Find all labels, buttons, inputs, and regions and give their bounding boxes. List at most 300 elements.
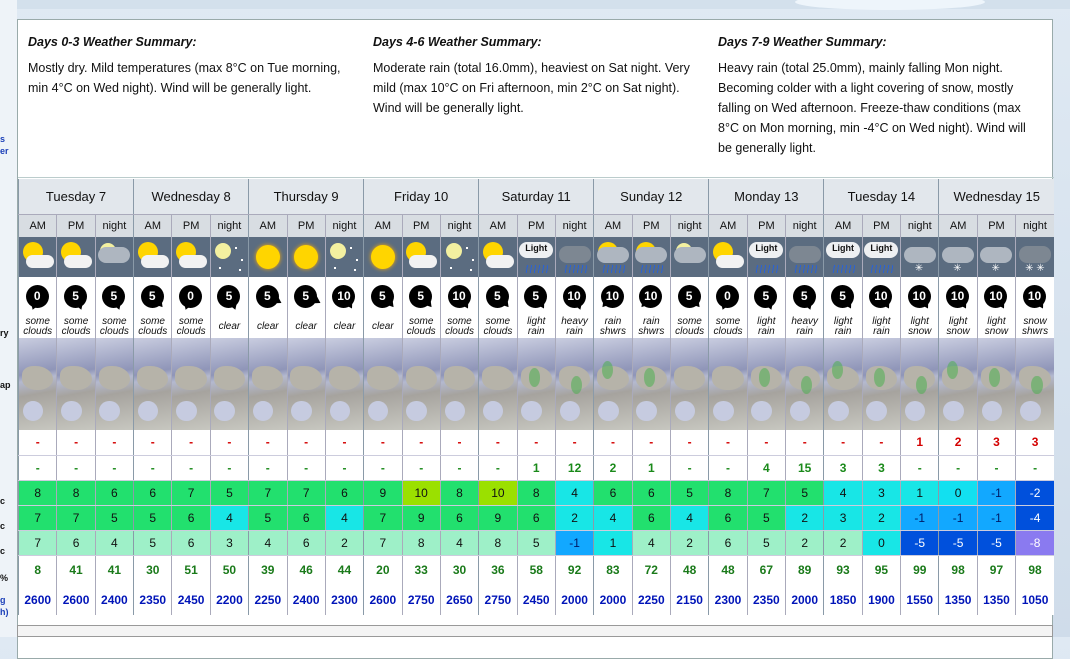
snow-value: -	[594, 430, 632, 455]
period-pm: PM	[517, 214, 555, 237]
snow-value: -	[287, 430, 325, 455]
wind-direction-icon	[981, 281, 1011, 311]
chill-temp-value: 6	[287, 530, 325, 555]
wind-speed-value: 5	[294, 285, 317, 308]
weather-icon-cell	[824, 237, 862, 277]
weather-map-thumbnail[interactable]	[786, 338, 824, 430]
star-dot	[334, 267, 336, 269]
weather-map-thumbnail[interactable]	[709, 338, 747, 430]
wind-direction-icon	[253, 281, 283, 311]
map-land-shape	[99, 366, 130, 390]
map-sea-shape	[253, 401, 274, 421]
humidity-value: 20	[364, 555, 402, 585]
freezing-level-value: 2250	[632, 585, 670, 615]
day-header: Tuesday 14	[824, 179, 939, 214]
min-temp-value: 6	[440, 505, 478, 530]
freezing-level-value: 1550	[901, 585, 939, 615]
weather-icon-cell	[210, 237, 248, 277]
map-precip-area	[916, 376, 927, 394]
weather-icon-cell	[517, 237, 555, 277]
summary-title: Days 0-3 Weather Summary:	[28, 35, 197, 49]
chill-temp-value: 6	[172, 530, 210, 555]
wind-direction-icon	[483, 281, 513, 311]
chill-temp-value: 2	[325, 530, 363, 555]
weather-summary: some clouds	[172, 315, 210, 338]
weather-icon-cell	[402, 237, 440, 277]
max-temp-value: 6	[325, 480, 363, 505]
weather-map-image	[748, 338, 785, 430]
wind-direction-icon	[713, 281, 743, 311]
map-precip-area	[1031, 376, 1042, 394]
snow-shwrs-icon	[1017, 239, 1053, 275]
weather-icon-cell	[901, 237, 939, 277]
snow-value: 2	[939, 430, 977, 455]
map-land-shape	[60, 366, 91, 390]
period-am: AM	[824, 214, 862, 237]
min-temp-value: -1	[939, 505, 977, 530]
wind-row	[19, 277, 1055, 315]
weather-map-thumbnail[interactable]	[402, 338, 440, 430]
rain-value: -	[479, 455, 517, 480]
min-temp-value: 2	[862, 505, 900, 530]
freezing-level-value: 2000	[555, 585, 593, 615]
weather-summary: clear	[249, 315, 287, 338]
weather-map-thumbnail[interactable]	[555, 338, 593, 430]
wind-speed-value: 0	[716, 285, 739, 308]
weather-map-thumbnail[interactable]	[670, 338, 708, 430]
weather-map-thumbnail[interactable]	[172, 338, 210, 430]
sun-rain-icon	[595, 239, 631, 275]
wind-cell	[670, 277, 708, 315]
weather-summary: light rain	[517, 315, 555, 338]
max-temp-value: 3	[862, 480, 900, 505]
weather-map-image	[594, 338, 631, 430]
period-pm: PM	[57, 214, 95, 237]
min-temp-row	[19, 505, 1055, 530]
humidity-value: 48	[670, 555, 708, 585]
wind-speed-value: 10	[601, 285, 624, 308]
period-am: AM	[939, 214, 977, 237]
wind-speed-value: 10	[908, 285, 931, 308]
min-temp-value: 6	[517, 505, 555, 530]
sun-cloud-icon	[403, 239, 439, 275]
map-land-shape	[367, 366, 398, 390]
chill-temp-value: 4	[632, 530, 670, 555]
freezing-level-value: 2400	[287, 585, 325, 615]
summary-row	[19, 315, 1055, 338]
max-temp-value: 10	[402, 480, 440, 505]
chill-temp-value: 2	[670, 530, 708, 555]
wind-cell	[172, 277, 210, 315]
weather-map-thumbnail[interactable]	[939, 338, 977, 430]
moon-icon	[326, 239, 362, 275]
wind-direction-icon	[866, 281, 896, 311]
map-land-shape	[674, 366, 705, 390]
rain-lines	[869, 265, 893, 273]
max-temp-value: 1	[901, 480, 939, 505]
snow-value: -	[172, 430, 210, 455]
weather-map-image	[479, 338, 516, 430]
header-cloud-graphic	[795, 0, 985, 10]
weather-map-thumbnail[interactable]	[325, 338, 363, 430]
weather-summary: clear	[325, 315, 363, 338]
weather-summary: some clouds	[57, 315, 95, 338]
min-temp-value: 9	[479, 505, 517, 530]
max-temp-value: 8	[440, 480, 478, 505]
humidity-row	[19, 555, 1055, 585]
min-temp-value: 9	[402, 505, 440, 530]
rain-value: -	[670, 455, 708, 480]
humidity-value: 48	[709, 555, 747, 585]
weather-map-thumbnail[interactable]	[364, 338, 402, 430]
weather-icons-row	[19, 237, 1055, 277]
snow-value: -	[440, 430, 478, 455]
max-temp-row	[19, 480, 1055, 505]
max-temp-value: 7	[249, 480, 287, 505]
map-land-shape	[482, 366, 513, 390]
min-temp-value: 7	[19, 505, 57, 530]
chill-temp-value: 5	[517, 530, 555, 555]
humidity-value: 95	[862, 555, 900, 585]
snow-value: -	[747, 430, 785, 455]
cloud-shape	[409, 255, 437, 268]
min-temp-value: 5	[95, 505, 133, 530]
weather-icon-cell	[709, 237, 747, 277]
wind-cell	[862, 277, 900, 315]
map-sea-shape	[445, 401, 466, 421]
max-temp-value: 6	[95, 480, 133, 505]
star-dot	[466, 247, 468, 249]
rain-value: -	[19, 455, 57, 480]
weather-map-thumbnail[interactable]	[862, 338, 900, 430]
max-temp-value: 6	[632, 480, 670, 505]
weather-map-thumbnail[interactable]	[901, 338, 939, 430]
star-dot	[470, 269, 472, 271]
map-sea-shape	[138, 401, 159, 421]
weather-map-thumbnail[interactable]	[134, 338, 172, 430]
sun-shape	[256, 245, 280, 269]
humidity-value: 98	[1016, 555, 1054, 585]
humidity-value: 89	[786, 555, 824, 585]
chill-temp-row	[19, 530, 1055, 555]
weather-summary: some clouds	[134, 315, 172, 338]
humidity-value: 30	[440, 555, 478, 585]
wind-speed-value: 10	[639, 285, 662, 308]
weather-map-image	[939, 338, 976, 430]
map-precip-area	[571, 376, 582, 394]
period-pm: PM	[287, 214, 325, 237]
freezing-level-value: 1350	[977, 585, 1015, 615]
heavy-rain-icon	[787, 239, 823, 275]
min-temp-value: 5	[249, 505, 287, 530]
wind-speed-value: 5	[371, 285, 394, 308]
weather-map-thumbnail[interactable]	[479, 338, 517, 430]
clipped-row-label: ap	[0, 380, 11, 390]
humidity-value: 41	[57, 555, 95, 585]
wind-speed-value: 5	[486, 285, 509, 308]
weather-icon-cell	[786, 237, 824, 277]
period-night: night	[210, 214, 248, 237]
wind-cell	[210, 277, 248, 315]
icon-label: Light	[870, 243, 893, 253]
weather-map-image	[863, 338, 900, 430]
wind-direction-icon	[675, 281, 705, 311]
cloud-shape	[674, 247, 706, 263]
chill-temp-value: 5	[134, 530, 172, 555]
moon-shape	[446, 243, 462, 259]
freezing-level-value: 2750	[402, 585, 440, 615]
max-temp-value: 7	[747, 480, 785, 505]
rain-value: -	[402, 455, 440, 480]
chill-temp-value: 4	[440, 530, 478, 555]
min-temp-value: 4	[210, 505, 248, 530]
map-sea-shape	[598, 401, 619, 421]
summary-title: Days 7-9 Weather Summary:	[718, 35, 887, 49]
rain-value: 3	[824, 455, 862, 480]
freezing-level-value: 1900	[862, 585, 900, 615]
clipped-row-label: g	[0, 595, 6, 605]
min-temp-value: -4	[1016, 505, 1054, 530]
map-sea-shape	[636, 401, 657, 421]
weather-map-thumbnail[interactable]	[287, 338, 325, 430]
freezing-level-value: 2200	[210, 585, 248, 615]
wind-cell	[57, 277, 95, 315]
period-pm: PM	[402, 214, 440, 237]
wind-cell	[19, 277, 57, 315]
freezing-level-value: 2750	[479, 585, 517, 615]
snowflake: ✳ ✳	[1025, 263, 1045, 274]
star-dot	[356, 259, 358, 261]
weather-map-image	[326, 338, 363, 430]
map-precip-area	[759, 368, 770, 386]
humidity-value: 46	[287, 555, 325, 585]
weather-map-thumbnail[interactable]	[517, 338, 555, 430]
weather-icon-cell	[747, 237, 785, 277]
wind-speed-value: 5	[524, 285, 547, 308]
max-temp-value: 5	[786, 480, 824, 505]
wind-cell	[95, 277, 133, 315]
cloud-shape	[179, 255, 207, 268]
weather-summary: heavy rain	[786, 315, 824, 338]
light-snow-icon	[902, 239, 938, 275]
light-rain-icon	[825, 239, 861, 275]
weather-map-thumbnail[interactable]	[1016, 338, 1054, 430]
weather-map-thumbnail[interactable]	[632, 338, 670, 430]
weather-summary: light snow	[901, 315, 939, 338]
freezing-level-value: 2300	[709, 585, 747, 615]
map-sea-shape	[675, 401, 696, 421]
day-header: Wednesday 8	[134, 179, 249, 214]
forecast-table	[18, 179, 1054, 615]
chill-temp-value: 4	[95, 530, 133, 555]
weather-map-image	[96, 338, 133, 430]
map-land-shape	[137, 366, 168, 390]
chill-temp-value: 2	[824, 530, 862, 555]
weather-icon-cell	[172, 237, 210, 277]
max-temp-value: 9	[364, 480, 402, 505]
wind-direction-icon	[176, 281, 206, 311]
rain-value: -	[249, 455, 287, 480]
map-sea-shape	[905, 401, 926, 421]
map-sea-shape	[943, 401, 964, 421]
freezing-level-value: 2000	[786, 585, 824, 615]
weather-map-thumbnail[interactable]	[747, 338, 785, 430]
snow-value: -	[709, 430, 747, 455]
wind-speed-value: 0	[26, 285, 49, 308]
moon-icon	[211, 239, 247, 275]
icon-label: Light	[525, 243, 548, 253]
snow-value: -	[555, 430, 593, 455]
weather-map-thumbnail[interactable]	[57, 338, 95, 430]
period-am: AM	[594, 214, 632, 237]
weather-map-thumbnail[interactable]	[440, 338, 478, 430]
weather-map-thumbnail[interactable]	[95, 338, 133, 430]
weather-summary: light rain	[747, 315, 785, 338]
wind-speed-value: 5	[831, 285, 854, 308]
summary-text: Mostly dry. Mild temperatures (max 8°C on Tue morning, min 4°C on Wed night). Wind will be generally light.	[28, 61, 341, 95]
star-dot	[219, 267, 221, 269]
weather-icon-cell	[19, 237, 57, 277]
period-night: night	[325, 214, 363, 237]
snow-value: -	[479, 430, 517, 455]
snow-value: 3	[1016, 430, 1054, 455]
max-temp-value: 8	[19, 480, 57, 505]
wind-speed-value: 10	[448, 285, 471, 308]
weather-map-thumbnail[interactable]	[249, 338, 287, 430]
rain-value: -	[977, 455, 1015, 480]
weather-summary: snow shwrs	[1016, 315, 1054, 338]
wind-speed-value: 10	[332, 285, 355, 308]
humidity-value: 50	[210, 555, 248, 585]
weather-summary: light snow	[939, 315, 977, 338]
day-header: Saturday 11	[479, 179, 594, 214]
wind-cell	[939, 277, 977, 315]
left-clipped-labels	[0, 0, 17, 637]
period-night: night	[901, 214, 939, 237]
star-dot	[354, 269, 356, 271]
rain-value: -	[210, 455, 248, 480]
wind-speed-value: 5	[678, 285, 701, 308]
clipped-row-label: h)	[0, 607, 9, 617]
chill-temp-value: -8	[1016, 530, 1054, 555]
rain-lines	[601, 265, 625, 273]
weather-summary: some clouds	[440, 315, 478, 338]
weather-map-image	[671, 338, 708, 430]
snow-value: 1	[901, 430, 939, 455]
cloud-shape	[26, 255, 54, 268]
wind-cell	[977, 277, 1015, 315]
cloud-shape	[635, 247, 667, 263]
wind-cell	[517, 277, 555, 315]
wind-speed-value: 5	[217, 285, 240, 308]
period-night: night	[670, 214, 708, 237]
wind-direction-icon	[291, 281, 321, 311]
map-precip-area	[874, 368, 885, 386]
chill-temp-value: 8	[479, 530, 517, 555]
moon-shape	[215, 243, 231, 259]
min-temp-value: 6	[287, 505, 325, 530]
weather-summary: light rain	[824, 315, 862, 338]
cloud-shape	[1019, 246, 1051, 263]
light-rain-icon	[748, 239, 784, 275]
min-temp-value: 7	[364, 505, 402, 530]
clipped-row-label: c	[0, 496, 6, 506]
snowflake: ✳	[914, 263, 924, 274]
snow-value: -	[862, 430, 900, 455]
max-temp-value: 6	[134, 480, 172, 505]
weather-map-image	[57, 338, 94, 430]
freezing-level-value: 2600	[364, 585, 402, 615]
chill-temp-value: 6	[709, 530, 747, 555]
rain-lines	[524, 265, 548, 273]
weather-map-image	[1016, 338, 1054, 430]
map-sea-shape	[368, 401, 389, 421]
weather-icon-cell	[939, 237, 977, 277]
humidity-value: 98	[939, 555, 977, 585]
weather-icon-cell	[287, 237, 325, 277]
wind-cell	[747, 277, 785, 315]
snow-value: -	[786, 430, 824, 455]
map-sea-shape	[483, 401, 504, 421]
wind-direction-icon	[406, 281, 436, 311]
max-temp-value: 5	[210, 480, 248, 505]
freezing-level-value: 2450	[517, 585, 555, 615]
map-land-shape	[214, 366, 245, 390]
wind-direction-icon	[23, 281, 53, 311]
map-sea-shape	[560, 401, 581, 421]
day-header: Monday 13	[709, 179, 824, 214]
rain-lines	[639, 265, 663, 273]
weather-map-thumbnail[interactable]	[824, 338, 862, 430]
wind-speed-value: 5	[793, 285, 816, 308]
star-dot	[235, 247, 237, 249]
weather-icon-cell	[670, 237, 708, 277]
sun-icon	[365, 239, 401, 275]
clipped-row-label: s	[0, 134, 6, 144]
period-pm: PM	[172, 214, 210, 237]
weather-map-thumbnail[interactable]	[19, 338, 57, 430]
star-dot	[350, 247, 352, 249]
period-am: AM	[709, 214, 747, 237]
wind-direction-icon	[905, 281, 935, 311]
wind-speed-value: 5	[102, 285, 125, 308]
weather-map-thumbnail[interactable]	[977, 338, 1015, 430]
weather-icon-cell	[594, 237, 632, 277]
chill-temp-value: -1	[555, 530, 593, 555]
chill-temp-value: 4	[249, 530, 287, 555]
rain-value: -	[939, 455, 977, 480]
rain-lines	[754, 265, 778, 273]
weather-map-thumbnail[interactable]	[594, 338, 632, 430]
period-am: AM	[249, 214, 287, 237]
sun-cloud-icon	[20, 239, 56, 275]
snow-value: 3	[977, 430, 1015, 455]
rain-value: 2	[594, 455, 632, 480]
weather-map-thumbnail[interactable]	[210, 338, 248, 430]
cloud-shape	[141, 255, 169, 268]
freezing-level-value: 2250	[249, 585, 287, 615]
sun-cloud-icon	[173, 239, 209, 275]
rain-value: -	[172, 455, 210, 480]
light-rain-icon	[518, 239, 554, 275]
map-sea-shape	[61, 401, 82, 421]
freezing-level-row	[19, 585, 1055, 615]
cloud-shape	[980, 247, 1012, 263]
snowflake: ✳	[953, 263, 962, 274]
snow-value: -	[325, 430, 363, 455]
min-temp-value: 3	[824, 505, 862, 530]
weather-map-image	[19, 338, 56, 430]
